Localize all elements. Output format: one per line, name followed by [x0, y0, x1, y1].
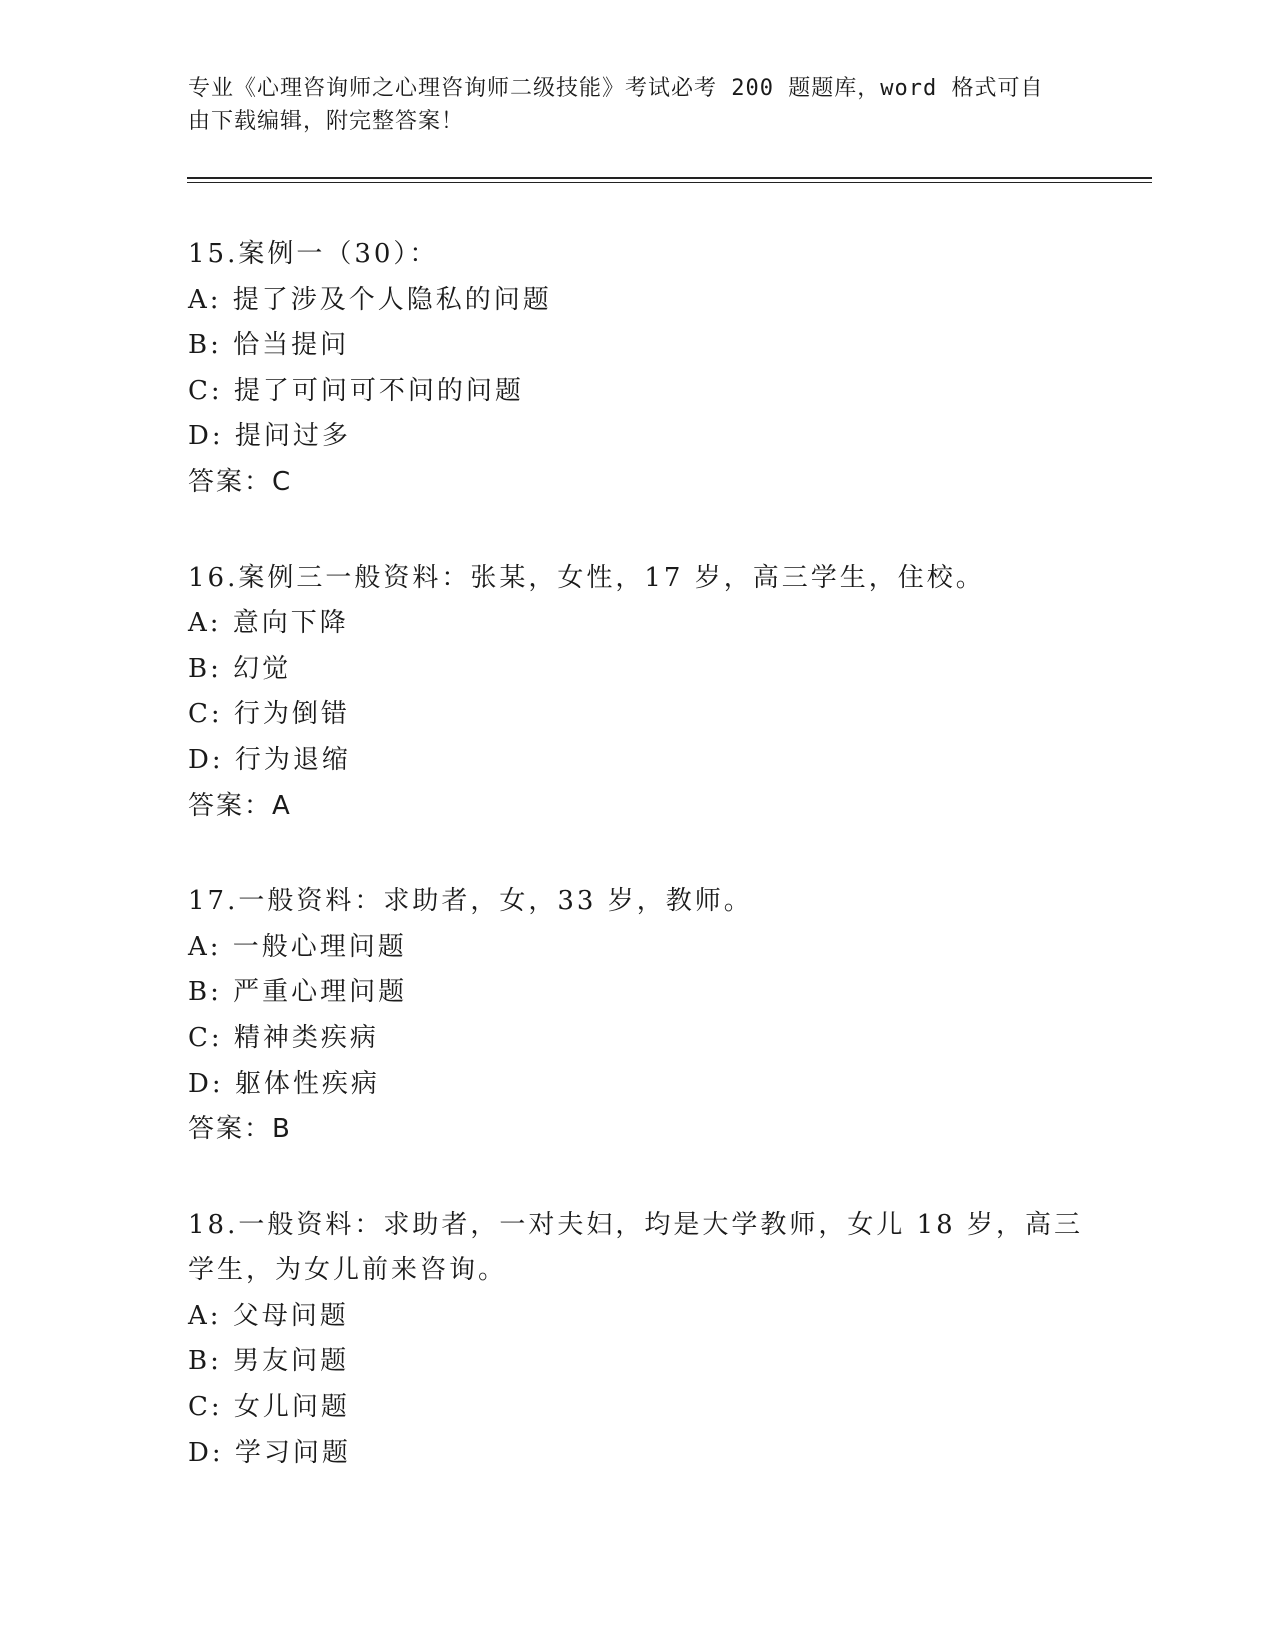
- option-d: D: 提问过多: [188, 421, 351, 452]
- option-c: C: 提了可问可不问的问题: [188, 375, 524, 406]
- question-16: [188, 556, 1088, 830]
- question-stem-continued: 学生，为女儿前来咨询。: [188, 1255, 508, 1286]
- question-stem: 18.一般资料：求助者，一对夫妇，均是大学教师，女儿 18 岁，高三: [188, 1209, 1083, 1240]
- option-c: C: 行为倒错: [188, 699, 350, 730]
- option-b: B: 恰当提问: [188, 330, 350, 361]
- option-d: D: 学习问题: [188, 1437, 351, 1468]
- option-c: C: 女儿问题: [188, 1392, 350, 1423]
- question-stem: 16.案例三一般资料：张某，女性，17 岁，高三学生，住校。: [188, 562, 985, 593]
- intro-line: 专业《心理咨询师之心理咨询师二级技能》考试必考 200 题题库，word 格式可自: [188, 76, 1044, 101]
- option-a: A: 意向下降: [188, 608, 349, 639]
- answer: 答案：A: [188, 790, 292, 821]
- question-17: [188, 879, 1088, 1153]
- intro-line: 由下载编辑，附完整答案！: [188, 109, 465, 134]
- question-stem: 15.案例一（30）：: [188, 239, 439, 269]
- question-18: [188, 1203, 1088, 1477]
- option-b: B: 严重心理问题: [188, 977, 408, 1008]
- option-a: A: 一般心理问题: [188, 931, 407, 962]
- option-a: A: 提了涉及个人隐私的问题: [188, 284, 552, 315]
- header-divider: [187, 177, 1152, 179]
- option-b: B: 男友问题: [188, 1346, 350, 1377]
- answer: 答案：B: [188, 1114, 292, 1145]
- option-a: A: 父母问题: [188, 1300, 349, 1331]
- option-b: B: 幻觉: [188, 653, 292, 684]
- answer: 答案：C: [188, 466, 293, 497]
- option-d: D: 行为退缩: [188, 744, 351, 775]
- question-15: [188, 232, 1088, 506]
- header-divider-thin: [187, 182, 1152, 183]
- option-c: C: 精神类疾病: [188, 1022, 379, 1053]
- option-d: D: 躯体性疾病: [188, 1068, 380, 1099]
- document-intro: [188, 72, 1068, 138]
- question-stem: 17.一般资料：求助者，女，33 岁，教师。: [188, 886, 753, 917]
- question-list: [188, 232, 1088, 1526]
